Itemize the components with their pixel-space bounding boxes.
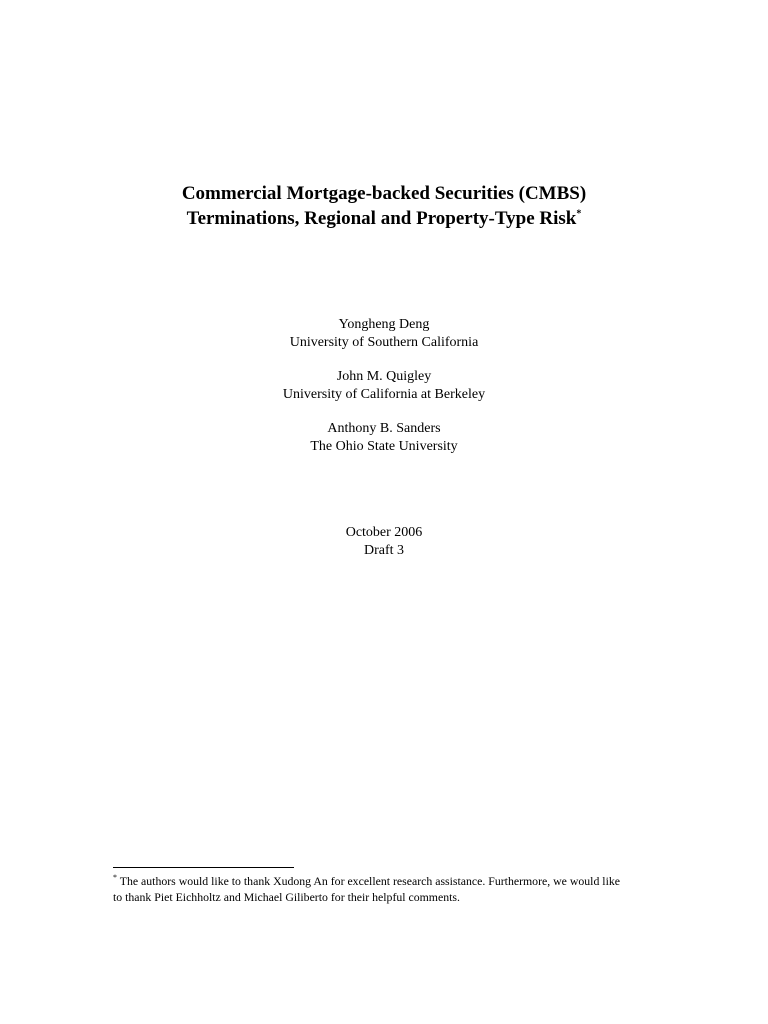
footnote xyxy=(113,873,673,905)
footnote-line-1 xyxy=(113,873,673,889)
date-text: October 2006 xyxy=(345,525,423,540)
author-affiliation: The Ohio State University xyxy=(310,439,458,454)
paper-title xyxy=(0,181,768,231)
author-block-2 xyxy=(0,368,768,404)
footnote-divider xyxy=(113,867,294,868)
author-name: Anthony B. Sanders xyxy=(327,421,441,436)
footnote-line-2: to thank Piet Eichholtz and Michael Giliberto for their helpful comments. xyxy=(113,890,460,904)
footnote-text-1: The authors would like to thank Xudong An for excellent research assistance. Furthermore, we would like xyxy=(117,874,620,888)
footnote-marker: * xyxy=(113,873,117,883)
author-name: Yongheng Deng xyxy=(338,317,430,332)
title-line-2 xyxy=(0,206,768,231)
author-block-3 xyxy=(0,420,768,456)
date-block xyxy=(0,524,768,560)
author-name: John M. Quigley xyxy=(336,369,432,384)
author-affiliation: University of Southern California xyxy=(289,335,479,350)
draft-label: Draft 3 xyxy=(363,543,405,558)
title-line-1: Commercial Mortgage-backed Securities (CMBS) xyxy=(181,183,587,204)
author-affiliation: University of California at Berkeley xyxy=(282,387,486,402)
author-block-1 xyxy=(0,316,768,352)
title-line-2-text: Terminations, Regional and Property-Type Risk xyxy=(186,208,577,229)
title-footnote-marker: * xyxy=(576,208,582,220)
